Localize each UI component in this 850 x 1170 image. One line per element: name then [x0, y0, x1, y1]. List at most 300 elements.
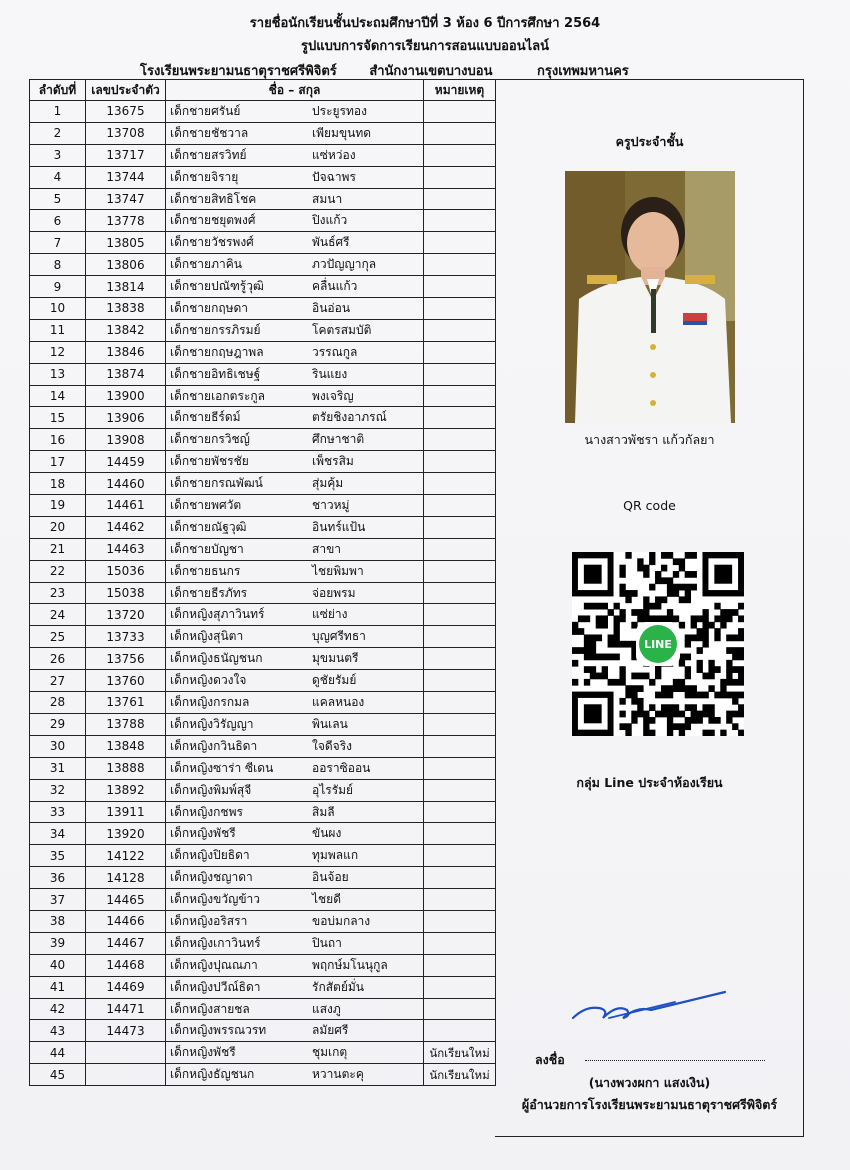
student-last-name: มุขมนตรี: [312, 651, 359, 666]
student-first-name: เด็กชายธีรภัทร: [170, 585, 248, 600]
student-note: [424, 188, 496, 210]
student-note: [424, 648, 496, 670]
student-id: 15036: [86, 560, 166, 582]
student-id: 13760: [86, 670, 166, 692]
student-name: [166, 889, 424, 911]
student-name: [166, 166, 424, 188]
student-id: 13892: [86, 779, 166, 801]
row-number: 33: [30, 801, 86, 823]
student-last-name: แซ่หว่อง: [312, 147, 356, 162]
row-number: 30: [30, 735, 86, 757]
table-row: [30, 495, 496, 517]
table-row: [30, 801, 496, 823]
student-name: [166, 910, 424, 932]
student-note: [424, 626, 496, 648]
student-name: [166, 319, 424, 341]
row-number: 36: [30, 867, 86, 889]
student-id: 15038: [86, 582, 166, 604]
student-id: 13717: [86, 144, 166, 166]
student-note: [424, 845, 496, 867]
school-name: โรงเรียนพระยามนธาตุราชศรีพิจิตร์: [140, 64, 337, 79]
student-last-name: ขอบ่มกลาง: [312, 913, 371, 928]
student-first-name: เด็กหญิงพัชรี: [170, 1045, 236, 1060]
student-first-name: เด็กชายกฤษฎาพล: [170, 344, 264, 359]
student-name: [166, 582, 424, 604]
student-id: 14463: [86, 538, 166, 560]
student-name: [166, 429, 424, 451]
student-last-name: หวานตะคุ: [312, 1067, 364, 1082]
line-logo-text: LINE: [644, 638, 672, 651]
student-first-name: เด็กชายอิทธิเชษฐ์: [170, 366, 261, 381]
student-note: [424, 363, 496, 385]
table-row: [30, 363, 496, 385]
student-first-name: เด็กหญิงปิยธิดา: [170, 848, 250, 863]
student-last-name: ไชยพิมพา: [312, 563, 364, 578]
row-number: 26: [30, 648, 86, 670]
student-first-name: เด็กหญิงกรกมล: [170, 695, 250, 710]
student-last-name: วรรณกูล: [312, 344, 358, 359]
student-note: [424, 954, 496, 976]
row-number: 14: [30, 385, 86, 407]
student-name: [166, 538, 424, 560]
table-row: [30, 910, 496, 932]
student-note: [424, 932, 496, 954]
student-first-name: เด็กชายบัญชา: [170, 541, 244, 556]
row-number: 4: [30, 166, 86, 188]
row-number: 29: [30, 713, 86, 735]
student-note: [424, 473, 496, 495]
table-row: [30, 516, 496, 538]
student-name: [166, 713, 424, 735]
student-name: [166, 210, 424, 232]
student-note: [424, 998, 496, 1020]
student-name: [166, 998, 424, 1020]
student-first-name: เด็กหญิงพรรณวรท: [170, 1023, 267, 1038]
student-first-name: เด็กหญิงพิมพ์สุจี: [170, 782, 252, 797]
student-first-name: เด็กหญิงเกาวินทร์: [170, 935, 261, 950]
student-name: [166, 845, 424, 867]
student-name: [166, 779, 424, 801]
student-first-name: เด็กชายพศวัต: [170, 498, 242, 513]
row-number: 17: [30, 451, 86, 473]
table-row: [30, 166, 496, 188]
student-name: [166, 648, 424, 670]
table-row: [30, 232, 496, 254]
student-last-name: ออราซิออน: [312, 760, 371, 775]
student-name: [166, 626, 424, 648]
student-note: [424, 560, 496, 582]
student-note: [424, 451, 496, 473]
table-row: [30, 101, 496, 123]
student-id: 13805: [86, 232, 166, 254]
student-id: 14473: [86, 1020, 166, 1042]
student-id: 13888: [86, 757, 166, 779]
row-number: 41: [30, 976, 86, 998]
col-header-student-id: เลขประจำตัว: [86, 80, 166, 101]
row-number: 34: [30, 823, 86, 845]
table-row: [30, 407, 496, 429]
row-number: 2: [30, 122, 86, 144]
student-first-name: เด็กหญิงธนัญชนก: [170, 651, 263, 666]
table-header-row: [30, 80, 496, 101]
student-name: [166, 757, 424, 779]
student-last-name: ลมัยศรี: [312, 1023, 349, 1038]
student-last-name: ชาวหมู่: [312, 498, 350, 513]
title-line-2: รูปแบบการจัดการเรียนการสอนแบบออนไลน์: [301, 39, 549, 54]
student-first-name: เด็กหญิงพัชรี: [170, 826, 236, 841]
signer-position: ผู้อำนวยการโรงเรียนพระยามนธาตุราชศรีพิจิตร์: [521, 1097, 778, 1112]
student-first-name: เด็กหญิงสุภาวินทร์: [170, 607, 265, 622]
table-row: [30, 823, 496, 845]
row-number: 45: [30, 1064, 86, 1086]
student-last-name: อินอ่อน: [312, 301, 351, 316]
student-note: [424, 429, 496, 451]
student-last-name: แสงภู: [312, 1001, 341, 1016]
table-row: [30, 122, 496, 144]
table-row: [30, 451, 496, 473]
student-note: [424, 889, 496, 911]
student-last-name: แซ่ย่าง: [312, 607, 348, 622]
student-last-name: อินทร์แป้น: [312, 519, 366, 534]
row-number: 24: [30, 604, 86, 626]
student-id: 13920: [86, 823, 166, 845]
table-row: [30, 560, 496, 582]
student-first-name: เด็กชายธนกร: [170, 563, 241, 578]
student-note: [424, 122, 496, 144]
col-header-number: ลำดับที่: [30, 80, 86, 101]
student-note: [424, 101, 496, 123]
student-last-name: พันธ์ศรี: [312, 235, 350, 250]
row-number: 23: [30, 582, 86, 604]
student-first-name: เด็กหญิงธัญชนก: [170, 1067, 255, 1082]
table-row: [30, 626, 496, 648]
student-name: [166, 188, 424, 210]
student-note: [424, 757, 496, 779]
student-name: [166, 363, 424, 385]
col-header-note: หมายเหตุ: [424, 80, 496, 101]
table-row: [30, 254, 496, 276]
row-number: 18: [30, 473, 86, 495]
student-id: [86, 1042, 166, 1064]
student-last-name: สาขา: [312, 541, 342, 556]
student-name: [166, 670, 424, 692]
student-note: [424, 713, 496, 735]
student-first-name: เด็กหญิงอริสรา: [170, 913, 248, 928]
student-note: [424, 604, 496, 626]
student-id: 14461: [86, 495, 166, 517]
student-name: [166, 823, 424, 845]
row-number: 12: [30, 341, 86, 363]
student-id: 13744: [86, 166, 166, 188]
student-id: 14468: [86, 954, 166, 976]
student-note: [424, 516, 496, 538]
table-row: [30, 298, 496, 320]
table-row: [30, 932, 496, 954]
student-id: 14469: [86, 976, 166, 998]
student-first-name: เด็กชายชยุตพงศ์: [170, 213, 256, 228]
line-group-label: กลุ่ม Line ประจำห้องเรียน: [576, 775, 723, 790]
signer-name: (นางพวงผกา แสงเงิน): [588, 1075, 711, 1090]
row-number: 19: [30, 495, 86, 517]
student-id: 14462: [86, 516, 166, 538]
student-last-name: ไชยดี: [312, 892, 342, 907]
student-name: [166, 495, 424, 517]
row-number: 6: [30, 210, 86, 232]
student-last-name: สิมลี: [312, 804, 335, 819]
table-row: [30, 976, 496, 998]
table-row: [30, 319, 496, 341]
student-last-name: คลื่นแก้ว: [312, 279, 358, 294]
student-id: 14460: [86, 473, 166, 495]
col-header-name: ชื่อ – สกุล: [166, 80, 424, 101]
row-number: 31: [30, 757, 86, 779]
student-note: [424, 276, 496, 298]
table-row: [30, 1042, 496, 1064]
student-first-name: เด็กหญิงสุนิตา: [170, 629, 244, 644]
student-name: [166, 735, 424, 757]
student-name: [166, 867, 424, 889]
table-row: [30, 779, 496, 801]
student-last-name: เพียมขุนทด: [312, 125, 372, 140]
student-id: 13838: [86, 298, 166, 320]
student-note: [424, 319, 496, 341]
teacher-photo: [565, 171, 735, 423]
student-note: [424, 670, 496, 692]
table-row: [30, 582, 496, 604]
row-number: 43: [30, 1020, 86, 1042]
row-number: 38: [30, 910, 86, 932]
student-last-name: ศึกษาชาติ: [312, 432, 365, 447]
student-note: [424, 407, 496, 429]
student-last-name: ดูชัยรัมย์: [312, 673, 357, 688]
student-id: 14122: [86, 845, 166, 867]
student-note: [424, 1020, 496, 1042]
student-name: [166, 1064, 424, 1086]
row-number: 37: [30, 889, 86, 911]
student-note: [424, 341, 496, 363]
student-id: 13761: [86, 692, 166, 714]
student-first-name: เด็กชายกรวิชญ์: [170, 432, 250, 447]
title-line-1: รายชื่อนักเรียนชั้นประถมศึกษาปีที่ 3 ห้อง 6 ปีการศึกษา 2564: [249, 16, 601, 31]
table-row: [30, 648, 496, 670]
student-last-name: ปิงแก้ว: [312, 213, 348, 228]
student-first-name: เด็กชายสรวิทย์: [170, 147, 247, 162]
student-name: [166, 407, 424, 429]
student-last-name: อินจ้อย: [312, 870, 349, 885]
student-first-name: เด็กชายกฤษดา: [170, 301, 249, 316]
student-note: นักเรียนใหม่: [424, 1042, 496, 1064]
student-name: [166, 232, 424, 254]
row-number: 35: [30, 845, 86, 867]
student-note: [424, 232, 496, 254]
student-last-name: ทุมพลแก: [312, 848, 359, 863]
table-row: [30, 692, 496, 714]
row-number: 40: [30, 954, 86, 976]
student-last-name: ใจดีจริง: [312, 738, 353, 753]
student-note: [424, 910, 496, 932]
student-last-name: ปินถา: [312, 935, 342, 950]
table-row: [30, 867, 496, 889]
student-id: 14466: [86, 910, 166, 932]
student-first-name: เด็กชายศรันย์: [170, 104, 241, 118]
student-last-name: ขันผง: [312, 826, 342, 841]
student-id: 14471: [86, 998, 166, 1020]
table-row: [30, 670, 496, 692]
student-id: 13906: [86, 407, 166, 429]
student-first-name: เด็กชายภาคิน: [170, 257, 242, 272]
student-name: [166, 101, 424, 123]
table-row: [30, 954, 496, 976]
student-id: 13788: [86, 713, 166, 735]
table-row: [30, 429, 496, 451]
student-first-name: เด็กชายสิทธิโชค: [170, 191, 257, 206]
student-id: 13778: [86, 210, 166, 232]
sign-label: ลงชื่อ: [535, 1052, 565, 1067]
student-name: [166, 254, 424, 276]
student-id: 14459: [86, 451, 166, 473]
student-note: [424, 823, 496, 845]
student-first-name: เด็กชายชัชวาล: [170, 125, 249, 140]
student-note: [424, 801, 496, 823]
table-row: [30, 385, 496, 407]
student-name: [166, 692, 424, 714]
row-number: 42: [30, 998, 86, 1020]
student-note: [424, 495, 496, 517]
student-first-name: เด็กหญิงกชพร: [170, 804, 243, 819]
student-name: [166, 276, 424, 298]
student-first-name: เด็กชายกรณพัฒน์: [170, 476, 263, 491]
student-note: [424, 254, 496, 276]
student-name: [166, 604, 424, 626]
student-name: [166, 1042, 424, 1064]
student-note: [424, 692, 496, 714]
student-note: [424, 735, 496, 757]
table-row: [30, 144, 496, 166]
student-first-name: เด็กชายพัชรชัย: [170, 454, 249, 469]
student-id: 13675: [86, 101, 166, 123]
student-last-name: สุ่มคุ้ม: [312, 476, 344, 491]
row-number: 28: [30, 692, 86, 714]
director-signature: [565, 988, 735, 1032]
student-note: [424, 385, 496, 407]
student-id: 13747: [86, 188, 166, 210]
student-id: 13848: [86, 735, 166, 757]
student-first-name: เด็กชายณัฐวุฒิ: [170, 519, 247, 534]
student-note: [424, 582, 496, 604]
row-number: 16: [30, 429, 86, 451]
student-first-name: เด็กหญิงวิรัญญา: [170, 716, 254, 731]
student-first-name: เด็กหญิงดวงใจ: [170, 673, 247, 688]
student-note: [424, 298, 496, 320]
student-name: [166, 122, 424, 144]
student-note: [424, 538, 496, 560]
student-last-name: แคลหนอง: [312, 695, 365, 710]
student-first-name: เด็กหญิงปุณณภา: [170, 957, 258, 972]
student-name: [166, 451, 424, 473]
student-last-name: จ่อยพรม: [312, 585, 356, 600]
student-note: [424, 144, 496, 166]
student-id: 13908: [86, 429, 166, 451]
student-id: 14467: [86, 932, 166, 954]
student-id: 13911: [86, 801, 166, 823]
student-id: 13846: [86, 341, 166, 363]
student-last-name: รินแยง: [312, 366, 348, 381]
row-number: 22: [30, 560, 86, 582]
student-name: [166, 1020, 424, 1042]
row-number: 9: [30, 276, 86, 298]
student-last-name: ตรัยชิงอาภรณ์: [312, 410, 387, 425]
signature-line: [585, 1046, 765, 1061]
student-id: 13708: [86, 122, 166, 144]
student-id: 13733: [86, 626, 166, 648]
qr-code-label: QR code: [623, 498, 676, 513]
table-row: [30, 713, 496, 735]
row-number: 25: [30, 626, 86, 648]
student-name: [166, 954, 424, 976]
student-last-name: อุไรรัมย์: [312, 782, 354, 797]
row-number: 11: [30, 319, 86, 341]
table-row: [30, 210, 496, 232]
student-first-name: เด็กหญิงขวัญข้าว: [170, 892, 260, 907]
student-first-name: เด็กชายปณัฑรู้วุฒิ: [170, 279, 264, 294]
row-number: 20: [30, 516, 86, 538]
row-number: 1: [30, 101, 86, 123]
table-row: [30, 473, 496, 495]
teacher-panel: [495, 79, 804, 1137]
row-number: 21: [30, 538, 86, 560]
student-name: [166, 560, 424, 582]
student-first-name: เด็กหญิงชญาดา: [170, 870, 253, 885]
table-row: [30, 604, 496, 626]
teacher-name: นางสาวพัชรา แก้วกัลยา: [584, 432, 715, 447]
student-id: 13720: [86, 604, 166, 626]
student-note: นักเรียนใหม่: [424, 1064, 496, 1086]
student-name: [166, 144, 424, 166]
student-last-name: สมนา: [312, 191, 343, 206]
student-id: 14465: [86, 889, 166, 911]
student-last-name: บุญศรีทธา: [312, 629, 366, 644]
row-number: 8: [30, 254, 86, 276]
row-number: 32: [30, 779, 86, 801]
student-last-name: พฤกษ์มโนนุกูล: [312, 957, 388, 972]
student-name: [166, 516, 424, 538]
student-name: [166, 801, 424, 823]
student-first-name: เด็กชายธีร์ดม์: [170, 410, 241, 425]
student-first-name: เด็กชายกรรภิรมย์: [170, 322, 261, 337]
student-id: 13756: [86, 648, 166, 670]
student-note: [424, 976, 496, 998]
table-row: [30, 757, 496, 779]
student-roster-table: [29, 79, 496, 1086]
student-name: [166, 385, 424, 407]
student-note: [424, 779, 496, 801]
table-row: [30, 276, 496, 298]
roster-body: [30, 101, 496, 1086]
student-id: 13842: [86, 319, 166, 341]
student-first-name: เด็กหญิงสายชล: [170, 1001, 250, 1016]
student-last-name: พินเลน: [312, 716, 348, 731]
student-last-name: รักสัตย์มั่น: [312, 979, 364, 994]
student-name: [166, 976, 424, 998]
student-note: [424, 210, 496, 232]
student-last-name: ประยูรทอง: [312, 104, 367, 118]
student-id: 13806: [86, 254, 166, 276]
title-line-3: [140, 60, 760, 81]
student-note: [424, 166, 496, 188]
table-row: [30, 845, 496, 867]
student-id: 13814: [86, 276, 166, 298]
table-row: [30, 735, 496, 757]
